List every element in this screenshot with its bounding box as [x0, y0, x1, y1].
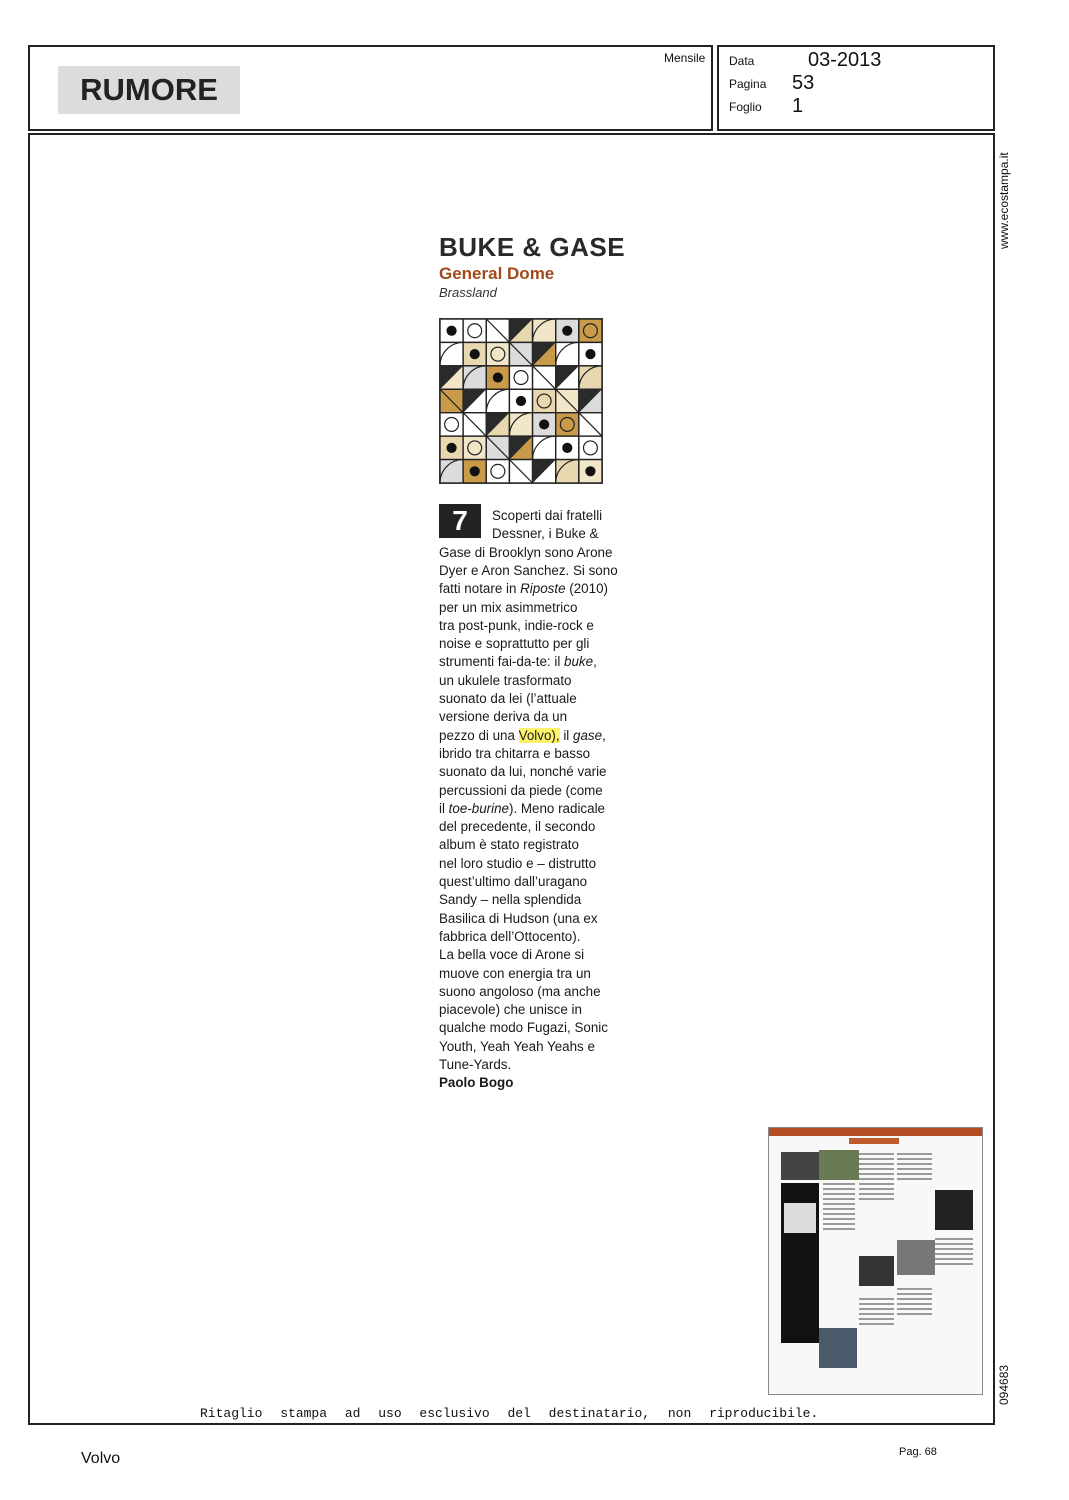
article-line: fabbrica dell’Ottocento).: [439, 928, 581, 944]
page-value: 53: [792, 72, 815, 94]
cover-shape: [539, 419, 549, 429]
rating-badge: 7: [439, 504, 481, 538]
cover-tile: [509, 366, 532, 389]
article-line: un ukulele trasformato: [439, 672, 572, 688]
page-thumbnail-art: [769, 1128, 982, 1394]
album-title: General Dome: [439, 264, 555, 283]
article-line: suonato da lui, nonché varie: [439, 764, 607, 780]
sheet-label: Foglio: [729, 100, 762, 114]
article-line: fatti notare in Riposte (2010): [439, 581, 608, 597]
cover-shape: [562, 326, 572, 336]
album-cover-art: [440, 319, 602, 483]
cover-shape: [470, 466, 480, 476]
article-line: del precedente, il secondo: [439, 819, 596, 835]
website-text: www.ecostampa.it: [997, 152, 1011, 249]
keyword: Volvo: [81, 1450, 121, 1467]
cover-tile: [579, 319, 602, 342]
article-line: qualche modo Fugazi, Sonic: [439, 1020, 608, 1036]
cover-tile: [486, 342, 509, 365]
article-line: piacevole) che unisce in: [439, 1002, 582, 1018]
cover-tile: [463, 436, 486, 459]
page-thumbnail: [768, 1127, 983, 1395]
article-line: suono angoloso (ma anche: [439, 983, 601, 999]
cover-tile: [533, 389, 556, 412]
article-line: strumenti fai-da-te: il buke,: [439, 654, 597, 670]
cover-shape: [585, 349, 595, 359]
record-label: Brassland: [439, 285, 497, 300]
cover-tile: [440, 413, 463, 436]
cover-tile: [579, 436, 602, 459]
article-line: il toe-burine). Meno radicale: [439, 800, 605, 816]
cover-shape: [516, 396, 526, 406]
article-line: Gase di Brooklyn sono Arone: [439, 544, 613, 560]
page-label: Pagina: [729, 77, 767, 91]
cover-tile: [486, 460, 509, 483]
album-cover: [439, 318, 603, 484]
date-value: 03-2013: [808, 49, 882, 71]
article-line: Tune-Yards.: [439, 1057, 512, 1072]
clip-code: 094683: [997, 1364, 1011, 1405]
article-title: BUKE & GASE: [439, 232, 626, 262]
article-line: Dyer e Aron Sanchez. Si sono: [439, 562, 618, 578]
publication-name: RUMORE: [80, 72, 218, 107]
article-line: percussioni da piede (come: [439, 782, 603, 798]
article-line: pezzo di una Volvo), il gase,: [439, 727, 606, 743]
article-line: ibrido tra chitarra e basso: [439, 745, 591, 761]
article-line: Basilica di Hudson (una ex: [439, 910, 598, 926]
article-line: nel loro studio e – distrutto: [439, 855, 597, 871]
article-line: noise e soprattutto per gli: [439, 636, 590, 652]
cover-shape: [585, 466, 595, 476]
article-line: Youth, Yeah Yeah Yeahs e: [439, 1038, 595, 1054]
article-line: per un mix asimmetrico: [439, 599, 578, 615]
cover-shape: [493, 372, 503, 382]
article-line: album è stato registrato: [439, 837, 579, 853]
article-line: tra post-punk, indie-rock e: [439, 617, 594, 633]
article-line: Sandy – nella splendida: [439, 892, 582, 908]
article-line: versione deriva da un: [439, 709, 568, 725]
page-number: Pag. 68: [899, 1446, 937, 1458]
cover-shape: [446, 326, 456, 336]
highlighted-keyword: Volvo),: [518, 727, 560, 743]
article-line: Scoperti dai fratelli: [492, 508, 603, 523]
sheet-value: 1: [792, 95, 804, 117]
publication-logo: [58, 66, 240, 114]
article-line: quest’ultimo dall’uragano: [439, 874, 588, 889]
cover-tile: [556, 413, 579, 436]
article-line: muove con energia tra un: [439, 965, 591, 981]
date-label: Data: [729, 54, 755, 68]
cover-shape: [562, 443, 572, 453]
reproduction-notice: Ritaglio stampa ad uso esclusivo del destinatario, non riproducibile.: [200, 1406, 819, 1421]
cover-tile: [463, 319, 486, 342]
article-line: La bella voce di Arone si: [439, 947, 585, 963]
cover-shape: [470, 349, 480, 359]
frequency: Mensile: [664, 51, 706, 65]
cover-shape: [446, 443, 456, 453]
article-line: suonato da lei (l’attuale: [439, 691, 577, 706]
article-author: Paolo Bogo: [439, 1075, 514, 1091]
article-line: Dessner, i Buke &: [492, 526, 599, 542]
